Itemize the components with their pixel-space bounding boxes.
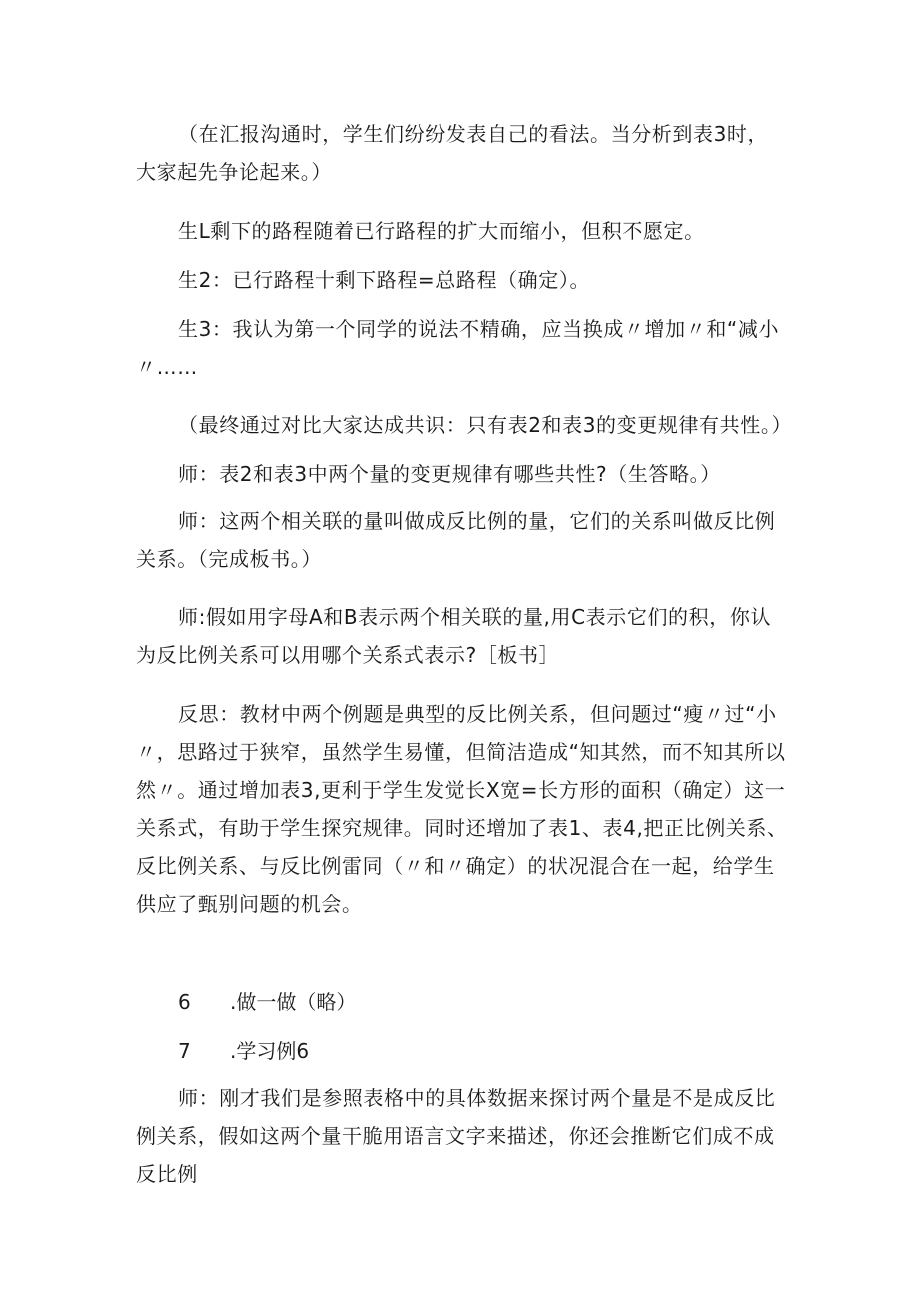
paragraph-student-3: 生3：我认为第一个同学的说法不精确，应当换成〃增加〃和“减小〃…… [136, 317, 780, 379]
paragraph-teacher-formula: 师:假如用字母A和B表示两个相关联的量,用C表示它们的积，你认为反比例关系可以用哪个关系式表示?［板书］ [136, 605, 772, 667]
paragraph-discussion-intro: （在汇报沟通时，学生们纷纷发表自己的看法。当分析到表3时，大家起先争论起来。） [136, 122, 769, 184]
item-text: .学习例6 [230, 1039, 310, 1063]
paragraph-teacher-definition: 师：这两个相关联的量叫做成反比例的量，它们的关系叫做反比例关系。（完成板书。） [136, 509, 776, 571]
paragraph-student-2: 生2：已行路程十剩下路程=总路程（确定）。 [178, 268, 591, 292]
paragraph-consensus: （最终通过对比大家达成共识：只有表2和表3的变更规律有共性。） [178, 413, 793, 437]
numbered-item-6 [178, 983, 356, 1021]
numbered-item-7 [178, 1032, 309, 1070]
paragraph-reflection: 反思：教材中两个例题是典型的反比例关系，但问题过“瘦〃过“小〃，思路过于狭窄，虽然学生易懂，但简洁造成“知其然，而不知其所以然〃。通过增加表3,更利于学生发觉长X宽=长方形的面积（确定）这一关系式，有助于学生探究规律。同时还增加了表1、表4,把正比例关系、反比例关系、与反比例雷同（〃和〃确定）的状况混合在一起，给学生供应了甄别问题的机会。 [136, 702, 788, 916]
paragraph-final: 师：刚才我们是参照表格中的具体数据来探讨两个量是不是成反比例关系，假如这两个量干脆用语言文字来描述，你还会推断它们成不成反比例 [136, 1086, 776, 1186]
item-number: 6 [178, 990, 191, 1014]
paragraph-student-1: 生L剩下的路程随着已行路程的扩大而缩小，但积不愿定。 [178, 219, 705, 243]
paragraph-teacher-question: 师：表2和表3中两个量的变更规律有哪些共性?（生答略。） [178, 462, 721, 486]
item-text: .做一做（略） [230, 990, 357, 1014]
item-number: 7 [178, 1039, 191, 1063]
